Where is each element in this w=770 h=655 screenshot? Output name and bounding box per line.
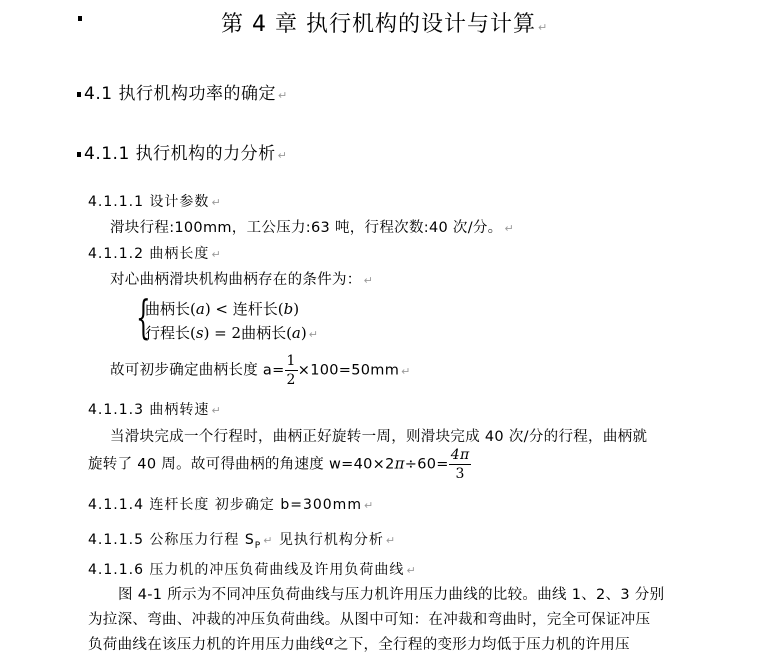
paragraph-mark: ↵ bbox=[537, 21, 549, 34]
crank-length-conclusion bbox=[110, 352, 411, 389]
heading-marker bbox=[77, 152, 81, 157]
chapter-title bbox=[221, 7, 548, 38]
section-heading-text: 4.1.1 执行机构的力分析 bbox=[84, 144, 276, 164]
eq-text: ) = 2曲柄长( bbox=[203, 324, 292, 342]
design-params-text bbox=[110, 216, 514, 237]
section-heading-text: 4.1.1.4 连杆长度 bbox=[88, 497, 210, 513]
paragraph-mark: ↵ bbox=[406, 564, 417, 577]
fraction-denominator: 2 bbox=[286, 372, 296, 388]
eq-text: 行程长( bbox=[145, 324, 196, 342]
body-text: 初步确定 b=300mm bbox=[214, 497, 362, 513]
body-text: ÷60= bbox=[404, 456, 449, 473]
body-text: 负荷曲线在该压力机的许用压力曲线 bbox=[88, 637, 325, 653]
alpha-symbol: α bbox=[324, 634, 334, 649]
paragraph-mark: ↵ bbox=[211, 196, 222, 209]
heading-marker bbox=[77, 92, 81, 97]
section-heading-4-1-1-1 bbox=[88, 191, 222, 211]
body-text: 之下，全行程的变形力均低于压力机的许用压 bbox=[333, 637, 630, 653]
equation-brace: { bbox=[136, 290, 151, 344]
section-heading-text: 4.1.1.2 曲柄长度 bbox=[88, 246, 210, 262]
body-text: 旋转了 40 周。故可得曲柄的角速度 w=40×2 bbox=[88, 456, 395, 473]
eq-text: ) < 连杆长( bbox=[204, 300, 284, 318]
paragraph-mark: ↵ bbox=[277, 89, 288, 102]
body-text: ×100=50mm bbox=[297, 362, 400, 379]
body-text: 见执行机构分析 bbox=[278, 532, 384, 548]
stray-marker bbox=[78, 16, 82, 21]
section-heading-4-1-1-6 bbox=[88, 559, 417, 579]
eq-var: a bbox=[291, 324, 301, 342]
chapter-title-text: 第 4 章 执行机构的设计与计算 bbox=[221, 12, 536, 37]
body-text: 滑块行程:100mm，工公压力:63 吨，行程次数:40 次/分。 bbox=[110, 220, 503, 236]
body-text: 为拉深、弯曲、冲裁的冲压负荷曲线。从图中可知：在冲裁和弯曲时，完全可保证冲压 bbox=[88, 612, 651, 628]
eq-var: b bbox=[283, 300, 294, 318]
equation-line-2 bbox=[145, 322, 318, 343]
fraction-numerator: 1 bbox=[286, 353, 296, 369]
paragraph-mark: ↵ bbox=[211, 248, 222, 261]
paragraph-mark: ↵ bbox=[363, 499, 375, 512]
crank-condition-text bbox=[110, 268, 373, 289]
paragraph-mark: ↵ bbox=[504, 222, 515, 235]
eq-var: s bbox=[195, 324, 204, 342]
section-heading-4-1-1-5 bbox=[88, 529, 396, 551]
load-curve-para-line-3 bbox=[88, 633, 630, 654]
body-text: 当滑块完成一个行程时，曲柄正好旋转一周，则滑块完成 40 次/分的行程，曲柄就 bbox=[110, 429, 648, 445]
fraction-one-half bbox=[285, 352, 298, 389]
section-heading-4-1 bbox=[84, 79, 288, 104]
fraction-four-pi-thirds bbox=[449, 446, 472, 483]
body-text: 图 4-1 所示为不同冲压负荷曲线与压力机许用压力曲线的比较。曲线 1、2、3 分别 bbox=[118, 587, 665, 603]
fraction-numerator: 4π bbox=[450, 447, 470, 463]
eq-text: ) bbox=[293, 300, 300, 318]
eq-text: 曲柄长( bbox=[145, 300, 196, 318]
fraction-denominator: 3 bbox=[455, 466, 465, 482]
section-heading-text: 4.1.1.3 曲柄转速 bbox=[88, 402, 210, 418]
paragraph-mark: ↵ bbox=[363, 274, 374, 287]
eq-text: ) bbox=[300, 324, 307, 342]
body-text: 故可初步确定曲柄长度 a= bbox=[110, 362, 285, 379]
section-heading-4-1-1-3 bbox=[88, 399, 222, 419]
subscript: P bbox=[254, 540, 262, 551]
paragraph-mark: ↵ bbox=[277, 149, 288, 162]
load-curve-para-line-2 bbox=[88, 608, 650, 629]
section-heading-4-1-1 bbox=[84, 139, 287, 164]
body-text: 对心曲柄滑块机构曲柄存在的条件为： bbox=[110, 272, 362, 288]
equation-line-1 bbox=[145, 298, 299, 319]
crank-speed-line-2 bbox=[88, 446, 471, 483]
load-curve-para-line-1 bbox=[118, 583, 664, 604]
paragraph-mark: ↵ bbox=[263, 534, 274, 547]
section-heading-4-1-1-2 bbox=[88, 243, 222, 263]
section-heading-text: 4.1 执行机构功率的确定 bbox=[84, 84, 276, 104]
pi-symbol: π bbox=[394, 454, 405, 473]
paragraph-mark: ↵ bbox=[401, 364, 411, 378]
crank-speed-line-1 bbox=[110, 425, 647, 446]
section-heading-text: 4.1.1.1 设计参数 bbox=[88, 194, 210, 210]
eq-var: a bbox=[195, 300, 205, 318]
paragraph-mark: ↵ bbox=[385, 534, 397, 547]
section-heading-text: 4.1.1.5 公称压力行程 S bbox=[88, 532, 255, 548]
section-heading-text: 4.1.1.6 压力机的冲压负荷曲线及许用负荷曲线 bbox=[88, 562, 405, 578]
section-heading-4-1-1-4 bbox=[88, 494, 374, 514]
paragraph-mark: ↵ bbox=[211, 404, 222, 417]
paragraph-mark: ↵ bbox=[308, 328, 318, 341]
